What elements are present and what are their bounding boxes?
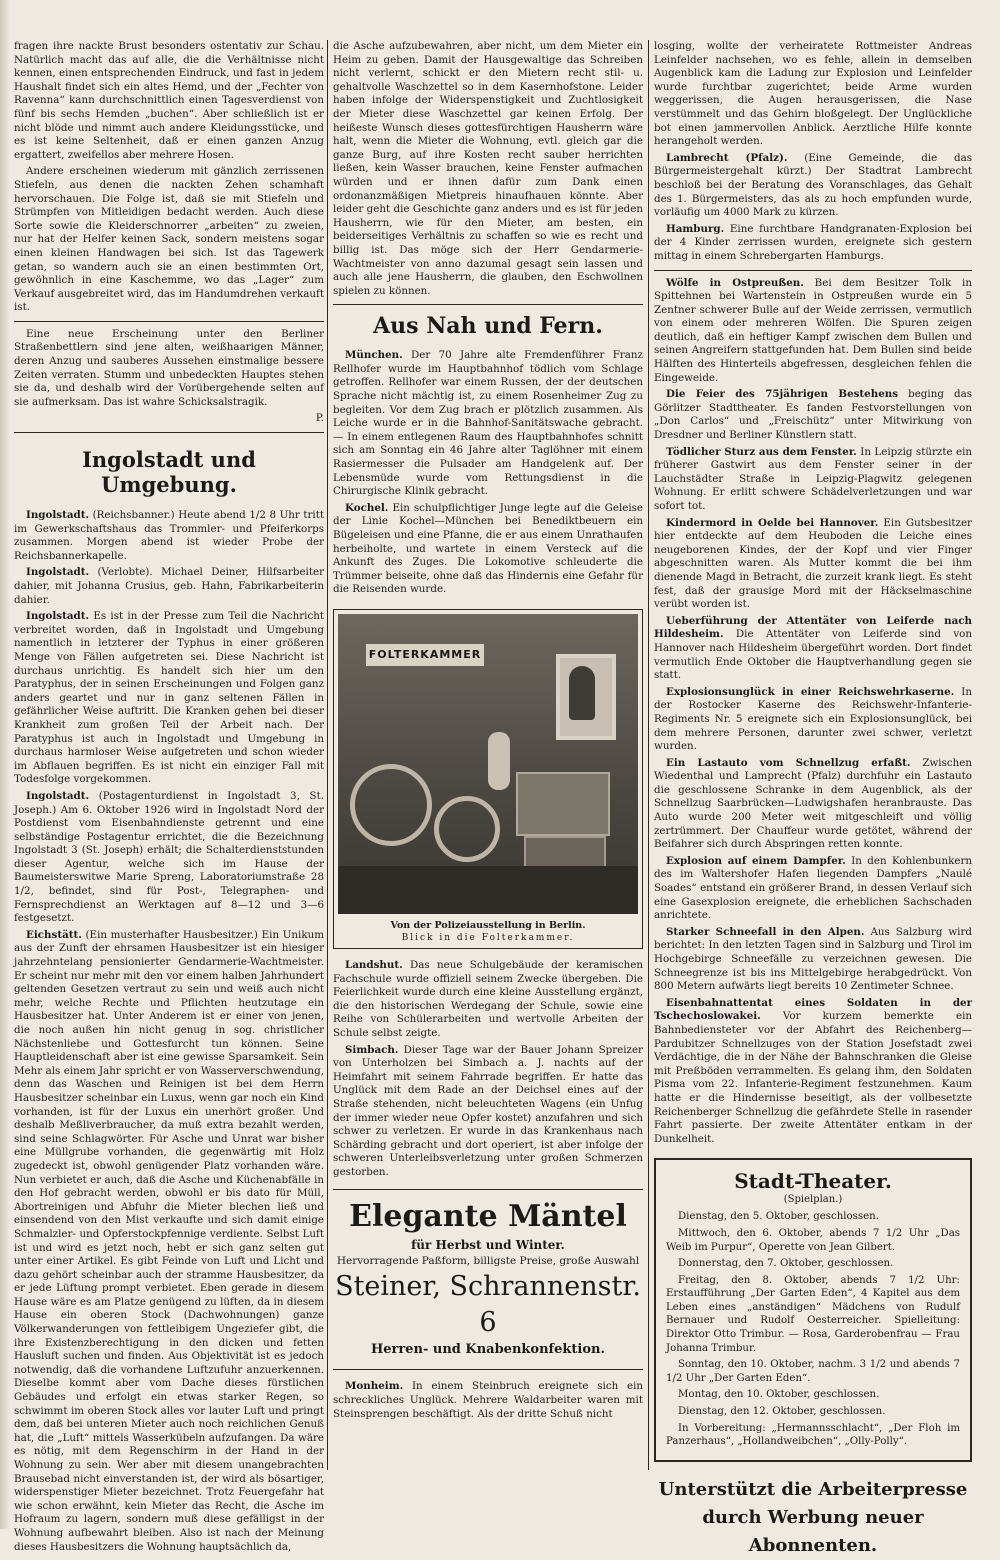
news-text: Aus Salzburg wird berichtet: In den letzten Tagen sind in Salzburg und Tirol im Hochgebirge Schneefälle zu verzeichnen gewesen. Die Schneegrenze ist bis ins Mittelgebirge herabgedrückt. Von 800 Metern aufwärts liegt bereits 10 Zentimeter Schnee. (654, 925, 972, 993)
news-text: beging das Görlitzer Stadttheater. Es fanden Festvorstellungen von „Don Carlos“ und „Freischütz“ unter Mitwirkung von Dresdner und Berliner Künstlern statt. (654, 388, 972, 442)
advertisement (333, 1189, 643, 1370)
ad-subtitle: für Herbst und Winter. (411, 1238, 565, 1253)
section-heading: Aus Nah und Fern. (373, 313, 603, 340)
news-dateline: Lambrecht (Pfalz). (666, 151, 788, 164)
news-headline: Explosionsunglück in einer Reichswehrkaserne. (666, 685, 955, 698)
news-text: Dieser Tage war der Bauer Johann Spreizer von Unterholzen bei Simbach a. J. nachts auf der Heimfahrt mit seinem Fahrrade begriffen. Er hatte das Unglück mit dem Rade an der Deichsel eines auf der Straße stehenden, nicht beleuchteten Wagens (ein Unfug der immer wieder neue Opfer kostet) anzufahren und sich schwer zu verletzen. Er wurde in das Krankenhaus nach Schärding gebracht und dort operiert, ist aber infolge der schweren Unterleibsverletzung unter großen Schmerzen gestorben. (333, 1043, 643, 1178)
photo-floor (338, 866, 638, 914)
news-headline: Explosion auf einem Dampfer. (666, 854, 846, 867)
news-text: Der 70 Jahre alte Fremdenführer Franz Rellhofer wurde im Hauptbahnhof tödlich vom Schlage getroffen. Rellhofer war einem Russen, der der deutschen Sprache nicht mächtig ist, zu einem Rosenheimer Zug zu begleiten. Vor dem Zug brach er plötzlich zusammen. Als Leiche wurde er in die Bahnhof-Sanitätswache gebracht. — In einem entlegenen Raum des Hauptbahnhofes schnitt sich am Sonntag ein 46 Jahre alter Taglöhner mit einem Rasiermesser die Pulsader am Handgelenk auf. Der Lebensmüde wurde vom Rettungsdienst in die Chirurgische Klinik gebracht. (333, 349, 643, 498)
page-spine-shadow (0, 0, 10, 1529)
news-photo (333, 609, 643, 949)
column-rule (648, 40, 649, 1470)
column-rule (327, 40, 328, 1470)
photo-sign-text: FOLTERKAMMER (366, 644, 484, 666)
news-text: Zwischen Wiedenthal und Lamprecht (Pfalz) durchfuhr ein Lastauto die geschlossene Schranke in dem Augenblick, als der Schnellzug Saarbrücken—Ludwigshafen heranbrauste. Das Auto wurde 200 Meter weit mitgeschleift und völlig zertrümmert. Der Chauffeur wurde getötet, während der Beifahrer sich durch Abspringen retten konnte. (654, 756, 972, 851)
news-text: Vor kurzem bemerkte ein Bahnbediensteter vor der Abfahrt des Reichenberg—Pardubitzer Schnellzuges von der Station Josefstadt zwei Verdächtige, die in der Nähe der Bahnschranken die Gleise mit Preßböden verrammelten. Es gelang ihm, den Soldaten Pisma vom 22. Infanterie-Regiment festzunehmen. Kaum hatte er die Hindernisse beseitigt, als der vollbesetzte Reichenberger Schnellzug die gefährdete Stelle in rasender Fahrt passierte. Der zweite Attentäter entkam in der Dunkelheit. (654, 1010, 972, 1145)
schedule-entry: Donnerstag, den 7. Oktober, geschlossen. (678, 1258, 894, 1270)
news-headline: Wölfe in Ostpreußen. (666, 276, 804, 289)
news-text: (Ein musterhafter Hausbesitzer.) Ein Unikum aus der Zunft der ehrsamen Hausbesitzer ist ein hiesiger jahrzehntelang pensionierter Gendarmerie-Wachtmeister. Er scheint nur mehr mit den vor einem halben Jahrhundert geltenden Gesetzen vertraut zu sein und weiß auch nicht mehr, welche Rechte und Pflichten heutzutage ein Hausbesitzer hat. Unter Anderem ist er einer von jenen, die noch außen hin nicht genug in sog. christlicher Nächstenliebe und Gottesfurcht tun können. Seine Hauptleidenschaft aber ist eine gewisse Sparsamkeit. Sein Mehr als einem Jahr spricht er von Wasserverschwendung, denn das Waschen und Reinigen ist bei dem Herrn Hausbesitzer scheinbar ein Luxus, wenn gar noch ein Kind vorhanden, ist für der Luxus ein unerhört großer. Und deshalb Meßliverbraucher, da muß extra bezahlt werden, sind seine Schlagwörter. Für Asche und Unrat war bisher eine Müllgrube vorhanden, die gegenwärtig mit Holz zugedeckt ist, obwohl genügender Platz vorhanden wäre. Nun verbietet er auch, daß die Asche und Küchenabfälle in den Hof gebracht werden, obwohl er bis dato für Müll, Abortreinigen und Abfuhr die Mieter blechen ließ und einsendend von den Mist verkaufte und sich damit einige Schmalzler- und Opferstockpfennige verdiente. Selbst Luft ist und wird es jetzt noch, hebt er sich ganz selten gut unter einer Artikel. Es gibt Feinde von Luft und Licht und dazu gehört scheinbar auch der stramme Hausbesitzer, da er jede Lüftung prompt verbietet. Eben gerade in diesem Hause wäre es am Platze genügend zu lüften, da in diesem Hause ein oberen Stock (Dachwohnungen) ganze Völkerwanderungen von fettleibigem Ungeziefer gibt, die ihre Existenzberechtigung in den dicken und fetten Hausluft suchen und finden. Aus Objektivität ist es jedoch notwendig, daß die vorhandene Luftzufuhr anzuerkennen. Dieselbe kommt aber vom Dache dieses fürstlichen Gebäudes und erfolgt ein etwas starker Regen, so schwimmt im oberen Stock alles vor lauter Luft und pringt dem, daß bei unteren Mieter auch noch reichlichen Genuß hat, die „Luft“ mittels Wasserkübeln aufzufangen. Da wäre es nötig, mit dem Regenschirm in der Hand in der Wohnung zu sein. Wer aber mit diesem unangebrachten Brausebad nicht einverstanden ist, der wird als bösartiger, widerspenstiger Mieter bezeichnet. Trotz Feuergefahr hat wie schon erwähnt, kein Mieter das Recht, die Asche im Hofraum zu lagern, sondern muß diese gefälligst in der Wohnung aufbewahrt bleiben. Also ist nach der Meinung dieses Hausbesitzers die Wohnung hauptsächlich da, (14, 928, 324, 1553)
news-text: (Postagenturdienst in Ingolstadt 3, St. Joseph.) Am 6. Oktober 1926 wird in Ingolstadt Nord der Postdienst vom Eisenbahndienste getrennt und eine selbständige Postagentur errichtet, die die Bezeichnung Ingolstadt 3 (St. Joseph) erhält; die Schalterdienststunden dieser Agentur, welche sich im Hause der Baumeisterswitwe Marie Spreng, Laboratoriumstraße 28 1/2, befindet, sind für Post-, Telegraphen- und Fernsprechdienst an Werktagen auf 8—12 und 3—6 festgesetzt. (14, 789, 324, 925)
news-dateline: Hamburg. (666, 222, 725, 235)
ad-tagline: Hervorragende Paßform, billigste Preise, große Auswahl (336, 1255, 640, 1268)
portrait-figure (569, 666, 595, 720)
divider (14, 321, 324, 322)
news-text: In den Kohlenbunkern des im Waltershofer Hafen liegenden Dampfers „Naulé Soades“ entstand ein größerer Brand, in dessen Verlauf sich eine Gasexplosion ereignete, die erheblichen Sachschaden anrichtete. (654, 854, 972, 922)
schedule-entry: In Vorbereitung: „Hermannsschlacht“, „Der Floh im Panzerhaus“, „Hollandweibchen“, „Olly-Polly“. (666, 1422, 960, 1448)
torture-chamber-photo (338, 614, 638, 914)
news-dateline: Simbach. (345, 1043, 399, 1056)
news-text: In Leipzig stürzte ein früherer Gastwirt aus dem Fenster seiner in der Lauchstädter Straße in Leipzig-Plagwitz gelegenen Wohnung. Er erlitt schwere Schädelverletzungen und war sofort tot. (654, 445, 972, 512)
ad-category: Herren- und Knabenkonfektion. (371, 1342, 605, 1358)
schedule-entry: Freitag, den 8. Oktober, abends 7 1/2 Uhr: Erstaufführung „Der Garten Eden“, 4 Kapitel aus dem Leben eines „anständigen“ Mädchens von Rudulf Bernauer und Rudolf Oesterreicher. Spielleitung: Direktor Otto Trimbur. — Rosa, Garderobenfrau — Frau Johanna Trimbur. (666, 1274, 960, 1354)
news-dateline: Landshut. (345, 958, 403, 971)
article-text: Eine neue Erscheinung unter den Berliner Straßenbettlern sind jene alten, weißhaarigen Männer, deren Anzug und sauberes Aussehen einstmalige bessere Zeiten verraten. Stumm und unbedeckten Hauptes stehen sie da, und deshalb wird der Vorübergehende selten auf sie aufmerksam. Das ist wahre Schicksalstragik. (14, 327, 324, 408)
news-text: Bei dem Besitzer Tolk in Spittehnen bei Wartenstein in Ostpreußen wurde ein 5 Zentner schwerer Bulle auf der Weide zerrissen, vermutlich von einem oder mehreren Wölfen. Die Spuren zeigen deutlich, daß ein heftiger Kampf zwischen dem Bullen und seinen Angreifern stattgefunden hat. Dem Bullen sind beide Hälften des Hinterteils abgefressen, desgleichen fehlen die Eingeweide. (654, 276, 972, 384)
news-text: Ein Gutsbesitzer hier entdeckte auf dem Heuboden die Leiche eines neugeborenen Kindes, der der Kopf und vier Finger abgeschnitten waren. Als Mutter kommt die bei ihm dienende Magd in Betracht, die zurzeit krank liegt. Es steht fest, daß der grausige Mord mit der Häckselmaschine verübt worden ist. (654, 516, 972, 611)
section-heading: Ingolstadt und Umgebung. (82, 447, 256, 498)
theater-schedule-box (654, 1158, 972, 1462)
news-dateline: München. (345, 349, 403, 362)
news-dateline: Monheim. (345, 1380, 404, 1393)
column-right (654, 40, 973, 1556)
news-text: (Eine Gemeinde, die das Bürgermeistergehalt kürzt.) Der Stadtrat Lambrecht beschloß bei der Beratung des Voranschlages, das Gehalt des 1. Bürgermeisters, das als zu hoch empfunden wurde, vorläufig um 4000 Mark zu kürzen. (654, 151, 972, 219)
photo-subcaption: Blick in die Folterkammer. (401, 932, 575, 943)
news-dateline: Ingolstadt. (26, 610, 90, 623)
news-text: Eine furchtbare Handgranaten-Explosion bei der 4 Kinder zerrissen wurden, ereignete sich gestern mittag in einem Schrebergarten Hamburgs. (654, 222, 973, 262)
schedule-entry: Dienstag, den 12. Oktober, geschlossen. (678, 1406, 886, 1418)
schedule-entry: Montag, den 10. Oktober, geschlossen. (678, 1389, 880, 1401)
divider (333, 304, 643, 305)
theater-title: Stadt-Theater. (734, 1169, 892, 1194)
divider (14, 432, 324, 433)
column-middle (333, 40, 643, 1480)
ad-firm-name: Steiner, Schrannenstr. 6 (335, 1271, 641, 1339)
article-text: losging, wollte der verheiratete Rottmeister Andreas Leinfelder nachsehen, wo es fehle, allein in demselben Augenblick kam die Ladung zur Explosion und Leinfelder wurde furchtbar zugerichtet; beide Arme wurden weggerissen, die Augen herausgerissen, die Nase verstümmelt und das Gehirn bloßgelegt. Der Unglückliche bot einen jammervollen Anblick. Aerztliche Hilfe konnte herangeholt werden. (654, 40, 972, 148)
theater-subtitle: (Spielplan.) (783, 1194, 843, 1206)
news-dateline: Kochel. (345, 501, 389, 514)
schedule-entry: Sonntag, den 10. Oktober, nachm. 3 1/2 und abends 7 1/2 Uhr „Der Garten Eden“. (666, 1359, 960, 1384)
news-text: In einem Steinbruch ereignete sich ein schreckliches Unglück. Mehrere Waldarbeiter waren mit Steinsprengen beschäftigt. Als der dritte Schuß nicht (333, 1380, 644, 1420)
news-headline: Ueberführung der Attentäter von Leiferde nach Hildesheim. (654, 614, 972, 641)
author-signature: P. (315, 412, 324, 425)
news-dateline: Eichstätt. (26, 928, 82, 941)
column-left (14, 40, 325, 1553)
article-text: Andere erscheinen wiederum mit gänzlich zerrissenen Stiefeln, aus denen die nackten Zehen schamhaft hervorschauen. Die Folge ist, daß sie mit Stiefeln und Strümpfen von Mitleidigen bedacht werden. Auch diese Sorte sowie die Kleiderschnorrer „arbeiten“ zu zweien, nur hat der Helfer keinen Sack, sondern meistens sogar einen kleinen Handwagen bei sich. Ist das Tagewerk getan, so wandern auch sie an einen bestimmten Ort, gewöhnlich in eine Kaschemme, wo das „Lager“ zum Verkauf ausgebreitet wird, das im Handumdrehen verkauft ist. (14, 165, 324, 314)
news-text: Das neue Schulgebäude der keramischen Fachschule wurde offiziell seinem Zwecke übergeben. Die Feierlichkeit wurde durch eine kleine Ausstellung ergänzt, die den historischen Werdegang der Schule, sowie eine Reihe von Schülerarbeiten und wertvolle Arbeiten der Schule selbst zeigte. (333, 958, 643, 1039)
chest-shape (516, 772, 610, 836)
appeal-banner: Unterstützt die Arbeiterpresse durch Werbung neuer Abonnenten. (658, 1478, 968, 1556)
news-dateline: Ingolstadt. (26, 789, 90, 802)
news-dateline: Ingolstadt. (26, 566, 90, 579)
news-headline: Die Feier des 75jährigen Bestehens (666, 388, 899, 401)
news-text: Die Attentäter von Leiferde sind von Hannover nach Hildesheim übergeführt worden. Dort findet vermutlich Ende Oktober die Hauptverhandlung gegen sie statt. (654, 628, 972, 682)
news-dateline: Ingolstadt. (26, 509, 90, 522)
news-text: (Verlobte). Michael Deiner, Hilfsarbeiter dahier, mit Johanna Crusius, geb. Hahn, Fabrikarbeiterin dahier. (14, 566, 324, 606)
wheel-shape (350, 764, 432, 846)
photo-caption: Von der Polizeiausstellung in Berlin. (390, 919, 586, 931)
news-headline: Kindermord in Oelde bei Hannover. (666, 516, 879, 529)
wheel-shape (434, 796, 500, 862)
ad-title: Elegante Mäntel (349, 1199, 627, 1235)
schedule-entry: Dienstag, den 5. Oktober, geschlossen. (678, 1211, 879, 1223)
news-headline: Eisenbahnattentat eines Soldaten in der Tschechoslowakei. (654, 996, 972, 1023)
violin-shape (488, 732, 510, 790)
news-text: Ein schulpflichtiger Junge legte auf die Geleise der Linie Kochel—München bei Benediktbeuern ein Bügeleisen und eine Pfanne, die er aus einem Unrathaufen herbeiholte, und wartete in einem Versteck auf die Ankunft des Zuges. Die Lokomotive schleuderte die Trümmer beiseite, ohne daß das Hindernis eine Gefahr für die Reisenden wurde. (333, 501, 643, 596)
news-headline: Ein Lastauto vom Schnellzug erfaßt. (666, 756, 911, 769)
news-headline: Starker Schneefall in den Alpen. (666, 925, 865, 938)
news-text: In der Rostocker Kaserne des Reichswehr-Infanterie-Regiments Nr. 5 ereignete sich ein Explosionsunglück, bei dem mehrere Personen, darunter zwei schwer, verletzt wurden. (654, 685, 972, 753)
divider (654, 270, 972, 271)
news-text: (Reichsbanner.) Heute abend 1/2 8 Uhr tritt im Gewerkschaftshaus das Trommler- und Pfeiferkorps zusammen. Morgen abend ist wieder Probe der Reichsbannerkapelle. (14, 509, 324, 562)
article-text: fragen ihre nackte Brust besonders ostentativ zur Schau. Natürlich macht das auf alle, die die Verhältnisse nicht kennen, einen entsprechenden Eindruck, und fast in jedem Haushalt findet sich ein altes Hemd, und der „Fechter von Ravenna“ kann durchschnittlich einen Tagesverdienst von fünf bis sechs Hemden „buchen“. Aber schließlich ist er nicht blöde und nimmt auch andere Kleidungsstücke, und es ist keine Seltenheit, daß er einen ganzen Anzug ergattert, zweifellos aber mehrere Hosen. (14, 40, 324, 161)
news-headline: Tödlicher Sturz aus dem Fenster. (666, 445, 857, 458)
news-text: Es ist in der Presse zum Teil die Nachricht verbreitet worden, daß in Ingolstadt und Umgebung namentlich in letzterer der Typhus in einer größeren Menge von Fällen aufgetreten sei. Diese Nachricht ist durchaus unrichtig. Es handelt sich hier um den Paratyphus, der in seinen Erscheinungen und Folgen ganz anders geartet und nur in ganz seltenen Fällen in gefährlicher Weise auftritt. Die Kranken gehen bei dieser Krankheit zum großen Teil der Arbeit nach. Der Paratyphus ist auch in Ingolstadt und Umgebung in durchaus harmloser Weise aufgetreten und schon wieder im Abflauen begriffen. Es ist nicht ein einziger Fall mit Todesfolge vorgekommen. (14, 610, 325, 786)
schedule-entry: Mittwoch, den 6. Oktober, abends 7 1/2 Uhr „Das Weib im Purpur“, Operette von Jean Gilbert. (666, 1227, 960, 1253)
article-text: die Asche aufzubewahren, aber nicht, um dem Mieter ein Heim zu geben. Damit der Hausgewaltige das Schreiben nicht verlernt, schickt er den Mietern recht stil- u. gehaltvolle Waschzettel so in dem Kasernhofstone. Leider haben infolge der Widerspenstigkeit und Zuchtlosigkeit der Mieter diese Waschzettel gar keinen Erfolg. Der heißeste Wunsch dieses gottesfürchtigen Hausherrn wäre halt, wenn die Mieter die Wohnung, evtl. gleich gar die ganze Burg, auf ihre Kosten recht sauber herrichten ließen, kein Wasser brauchen, keine Fenster aufmachen würden und er ihnen dafür zum Dank einen ordonanzmäßigen Mietpreis hinaufhauen könnte. Aber leider geht die Geschichte ganz anders und es ist für jeden Hausherrn, wie für den Mieter, am besten, ein beiderseitiges Verhältnis zu schaffen so wie es recht und billig ist. Das möge sich der Herr Gendarmerie-Wachtmeister von anno dazumal gesagt sein lassen und auch alle jene Hausherrn, die glauben, den Eschwollnen spielen zu können. (333, 40, 643, 297)
